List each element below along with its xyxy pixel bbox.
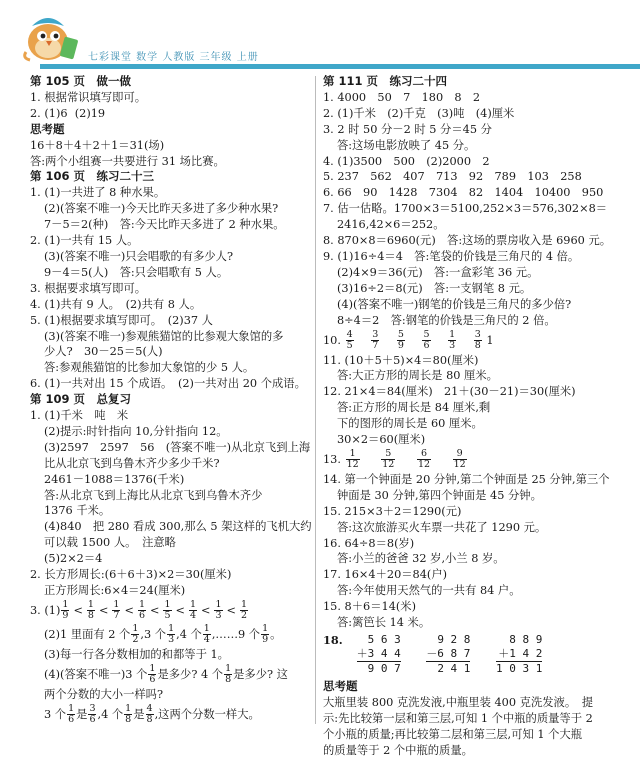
question-number: 13.: [323, 452, 341, 466]
fraction: [163, 600, 171, 621]
answer-line: 答:这场电影放映了 45 分。: [337, 138, 476, 152]
left-column: [30, 74, 312, 727]
answer-line: 30×2＝60(厘米): [337, 433, 426, 447]
numerator: 1: [241, 599, 248, 611]
fraction: [203, 624, 211, 645]
answer-line: 钟面是 30 分钟,第四个钟面是 45 分钟。: [337, 488, 542, 502]
vertical-calc: [357, 633, 401, 676]
page-header: [0, 0, 640, 72]
denominator: 5: [346, 340, 353, 351]
column-divider: [315, 76, 316, 724]
calc-operand: ＋3 4 4: [356, 647, 401, 660]
answer-line: 8÷4＝2 答:钢笔的价钱是三角尺的 2 倍。: [337, 313, 556, 327]
denominator: 8: [146, 714, 153, 726]
answer-line: 下的图形的周长是 60 厘米。: [337, 417, 483, 431]
fraction: [417, 449, 431, 470]
question-number: 10.: [323, 333, 341, 347]
vertical-calc: [496, 633, 542, 676]
denominator: 3: [449, 340, 456, 351]
denominator: 4: [203, 634, 210, 646]
fraction: [448, 330, 456, 351]
answer-line: 个小瓶的质量;再比较第二层和第三层,可知 1 个大瓶: [323, 727, 583, 741]
fraction: [61, 600, 69, 621]
fraction-line: [323, 448, 619, 472]
section-title: 第 105 页 做一做: [30, 74, 132, 88]
denominator: 3: [168, 634, 175, 646]
denominator: 8: [225, 674, 232, 686]
answer-line: 8. 870×8＝6960(元) 答:这场的票房收入是 6960 元。: [323, 234, 612, 248]
answer-text: ,4 个: [176, 627, 202, 641]
answer-line: 5. 237 562 407 713 92 789 103 258: [323, 170, 582, 184]
answer-text: ,这两个分数一样大。: [154, 707, 260, 721]
answer-line: 17. 16×4＋20＝84(户): [323, 568, 448, 582]
answer-line: 答:今年使用天然气的一共有 84 户。: [337, 584, 521, 598]
answer-line: 7. 估一估略。1700×3＝5100,252×3＝576,302×8＝: [323, 202, 608, 216]
denominator: 12: [417, 459, 431, 471]
answer-line: 15. 8＋6＝14(米): [323, 600, 417, 614]
answer-line: (3)16÷2＝8(元) 答:一支钢笔 8 元。: [337, 281, 532, 295]
denominator: 9: [262, 634, 269, 646]
numerator: 1: [346, 449, 360, 460]
numerator: 1: [203, 623, 210, 635]
fraction: [261, 624, 269, 645]
answer-line: 4. (1)共有 9 人。 (2)共有 8 人。: [30, 297, 202, 311]
denominator: 3: [215, 610, 222, 622]
less-than-sign: <: [175, 603, 185, 617]
spacer: [440, 453, 444, 466]
answer-text: (4)(答案不唯一)3 个: [44, 667, 148, 681]
answer-text: 3 个: [44, 707, 67, 721]
spacer: [404, 453, 408, 466]
calc-operand: 9 2 8: [437, 633, 471, 646]
numerator: 1: [262, 623, 269, 635]
answer-line: 1. 4000 50 7 180 8 2: [323, 90, 481, 104]
answer-line: 2416,42×6＝252。: [337, 218, 445, 232]
fraction-order: [60, 599, 249, 622]
numerator: 1: [225, 663, 232, 675]
numerator: 4: [146, 703, 153, 715]
numerator: 6: [417, 449, 431, 460]
answer-line: 2. (1)一共有 15 人。: [30, 234, 139, 248]
fraction: [138, 600, 146, 621]
answer-text: (2)1 里面有 2 个: [44, 627, 131, 641]
denominator: 9: [62, 610, 69, 622]
numerator: 1: [149, 663, 156, 675]
fraction: [87, 600, 95, 621]
answer-line: 7－5＝2(种) 答:今天比昨天多进了 2 种水果。: [44, 218, 285, 232]
answer-line: 15. 215×3＋2＝1290(元): [323, 504, 462, 518]
answer-line: 12. 21×4＝84(厘米) 21＋(30－21)＝30(厘米): [323, 385, 576, 399]
answer-line: (2)(答案不唯一)今天比昨天多进了多少种水果?: [44, 202, 279, 216]
cartoon-bird-logo-icon: [18, 8, 82, 66]
fraction: [112, 600, 120, 621]
fraction: [146, 704, 154, 725]
answer-line: 少人? 30－25＝5(人): [44, 345, 163, 359]
fraction: [88, 704, 96, 725]
fraction: [67, 704, 75, 725]
denominator: 6: [423, 340, 430, 351]
calc-result: 1 0 3 1: [496, 662, 543, 675]
numerator: 1: [164, 599, 171, 611]
answer-line: 大瓶里装 800 克洗发液,中瓶里装 400 克洗发液。 提: [323, 695, 594, 709]
numerator: 1: [189, 599, 197, 611]
spacer: [386, 334, 390, 347]
vertical-calc: [426, 633, 470, 676]
fraction: [346, 330, 354, 351]
question-number: 3.: [30, 603, 41, 617]
numerator: 9: [453, 449, 467, 460]
less-than-sign: <: [98, 603, 109, 617]
denominator: 2: [132, 634, 139, 646]
spacer: [369, 453, 373, 466]
numerator: 1: [138, 599, 145, 611]
answer-line: 2. (1)千米 (2)千克 (3)吨 (4)厘米: [323, 106, 515, 120]
fraction-list: [345, 329, 483, 351]
answer-line: 4. (1)3500 500 (2)2000 2: [323, 154, 490, 168]
answer-line: 答:从北京飞到上海比从北京飞到乌鲁木齐少: [44, 488, 263, 502]
less-than-sign: <: [124, 603, 134, 617]
section-title: 第 106 页 练习二十三: [30, 169, 155, 184]
numerator: 1: [132, 623, 139, 635]
section-title: 思考题: [30, 121, 65, 136]
answer-line: 比从北京飞到乌鲁木齐少多少千米?: [44, 456, 220, 470]
section-title: 思考题: [323, 679, 358, 693]
numerator: 1: [87, 599, 94, 611]
numerator: 1: [62, 599, 69, 611]
answer-line: 1376 千米。: [44, 504, 111, 518]
answer-text: 是多少? 4 个: [157, 667, 224, 681]
denominator: 5: [164, 610, 171, 622]
answer-text: ,4 个: [97, 707, 124, 721]
answer-line: (4)(答案不唯一)钢笔的价钱是三角尺的多少倍?: [337, 297, 572, 311]
fraction: [381, 449, 395, 470]
answer-line: 2461－1088＝1376(千米): [44, 472, 185, 486]
fraction: [214, 600, 222, 621]
calc-operand: 8 8 9: [509, 633, 543, 646]
less-than-sign: <: [73, 603, 83, 617]
answer-line: 答:篱笆长 14 米。: [337, 616, 431, 630]
answer-line: (3)2597 2597 56 (答案不唯一)从北京飞到上海: [44, 440, 311, 454]
answer-text: 是: [133, 707, 145, 721]
answer-line: (3)每一行各分数相加的和都等于 1。: [44, 647, 229, 661]
calc-operand: ＋1 4 2: [498, 647, 543, 660]
denominator: 9: [397, 340, 404, 351]
denominator: 7: [113, 610, 120, 622]
numerator: 5: [381, 449, 395, 460]
answer-line: (2)4×9＝36(元) 答:一盒彩笔 36 元。: [337, 265, 539, 279]
denominator: 6: [138, 610, 145, 622]
spacer: [412, 334, 416, 347]
fraction: [124, 704, 132, 725]
denominator: 6: [149, 674, 156, 686]
answer-line: 可以载 1500 人。 注意略: [44, 536, 176, 550]
answer-line: 14. 第一个钟面是 20 分钟,第二个钟面是 25 分钟,第三个: [323, 472, 610, 486]
numerator: 3: [372, 329, 379, 340]
right-column: [323, 74, 619, 759]
denominator: 6: [89, 714, 96, 726]
answer-line: 答:正方形的周长是 84 厘米,剩: [337, 401, 491, 415]
fraction: [474, 330, 482, 351]
answer-line: 的质量等于 2 个中瓶的质量。: [323, 743, 473, 757]
section-title: 第 109 页 总复习: [30, 392, 132, 407]
fraction-line: [323, 329, 619, 353]
denominator: 8: [474, 340, 481, 351]
less-than-sign: <: [149, 603, 160, 617]
answer-text: 是: [76, 707, 88, 721]
answer-line: 9－4＝5(人) 答:只会唱歌有 5 人。: [44, 265, 229, 279]
answer-line: 1. 根据常识填写即可。: [30, 90, 147, 104]
fraction: [346, 449, 360, 470]
answer-line: 3. 根据要求填写即可。: [30, 281, 147, 295]
fraction: [453, 449, 467, 470]
answer-line: 3. 2 时 50 分－2 时 5 分＝45 分: [323, 122, 492, 136]
numerator: 5: [423, 329, 430, 340]
numerator: 3: [89, 703, 96, 715]
less-than-sign: <: [226, 603, 236, 617]
fraction: [397, 330, 405, 351]
fraction-line: [30, 663, 308, 687]
denominator: 4: [189, 610, 197, 622]
denominator: 12: [346, 459, 359, 471]
answer-line: 1. (1)千米 吨 米: [30, 409, 129, 423]
answer-line: 答:小兰的爸爸 32 岁,小兰 8 岁。: [337, 552, 505, 566]
answer-text: ,3 个: [140, 627, 167, 641]
fraction: [422, 330, 430, 351]
answer-line: 16＋8＋4＋2＋1＝31(场): [30, 138, 165, 152]
answer-line: (3)(答案不唯一)参观熊猫馆的比参观大象馆的多: [44, 329, 284, 343]
numerator: 1: [168, 623, 175, 635]
answer-line: 答:两个小组赛一共要进行 31 场比赛。: [30, 154, 225, 168]
answer-line: (5)2×2＝4: [44, 552, 103, 566]
answer-line: 答:参观熊猫馆的比参加大象馆的少 5 人。: [44, 361, 255, 375]
book-title: 七彩课堂 数学 人教版 三年级 上册: [88, 52, 259, 63]
fraction: [240, 600, 248, 621]
denominator: 12: [382, 459, 395, 471]
denominator: 12: [453, 459, 466, 471]
answer-line: 6. (1)一共对出 15 个成语。 (2)一共对出 20 个成语。: [30, 377, 306, 391]
answer-line: 答:这次旅游买火车票一共花了 1290 元。: [337, 520, 547, 534]
answer-line: 5. (1)根据要求填写即可。 (2)37 人: [30, 313, 213, 327]
answer-line: 11. (10＋5＋5)×4＝80(厘米): [323, 353, 479, 367]
calc-operand: 5 6 3: [367, 633, 401, 646]
question-number: 18.: [323, 633, 343, 647]
answer-line: 2. 长方形周长:(6＋6＋3)×2＝30(厘米): [30, 568, 232, 582]
answer-line: 16. 64÷8＝8(岁): [323, 536, 415, 550]
answer-line: 1. (1)一共进了 8 种水果。: [30, 186, 166, 200]
fraction: [148, 664, 156, 685]
numerator: 3: [474, 329, 481, 340]
fraction: [189, 600, 197, 621]
answer-line: 9. (1)16÷4＝4 答:笔袋的价钱是三角尺的 4 倍。: [323, 249, 580, 263]
calc-operand: －6 8 7: [426, 647, 471, 660]
denominator: 6: [68, 714, 75, 726]
header-bar: [40, 64, 640, 69]
fraction-list: [345, 448, 468, 471]
spacer: [438, 334, 442, 347]
denominator: 7: [372, 340, 379, 351]
numerator: 1: [68, 703, 75, 715]
answer-text: (1): [44, 603, 61, 617]
fraction: [131, 624, 139, 645]
fraction: [167, 624, 175, 645]
vertical-calculations: [323, 633, 619, 676]
answer-line: 示:先比较第一层和第三层,可知 1 个中瓶的质量等于 2: [323, 711, 593, 725]
fraction-line: [30, 703, 308, 727]
answer-line: 6. 66 90 1428 7304 82 1404 10400 950: [323, 186, 604, 200]
section-title: 第 111 页 练习二十四: [323, 74, 448, 88]
denominator: 8: [87, 610, 94, 622]
numerator: 1: [215, 599, 222, 611]
calc-result: 9 0 7: [357, 661, 401, 676]
answer-line: (2)提示:时针指向 10,分针指向 12。: [44, 424, 228, 438]
answer-line: (3)(答案不唯一)只会唱歌的有多少人?: [44, 249, 234, 263]
answer-text: ,……9 个: [211, 627, 261, 641]
denominator: 8: [125, 714, 132, 726]
answer-text: 。: [270, 627, 282, 641]
answer-line: 2. (1)6 (2)19: [30, 106, 106, 120]
fraction-line: [30, 623, 308, 647]
spacer: [361, 334, 365, 347]
numerator: 5: [397, 329, 404, 340]
fraction: [371, 330, 379, 351]
numerator: 4: [346, 329, 353, 340]
answer-line: 两个分数的大小一样吗?: [44, 687, 164, 701]
answer-line: 答:大正方形的周长是 80 厘米。: [337, 369, 498, 383]
numerator: 1: [125, 703, 132, 715]
answer-text: 1: [486, 333, 494, 347]
answer-text: 是多少? 这: [233, 667, 288, 681]
denominator: 2: [241, 610, 248, 622]
calc-result: 2 4 1: [426, 661, 470, 676]
answer-line: 正方形周长:6×4＝24(厘米): [44, 584, 186, 597]
numerator: 1: [113, 599, 120, 611]
answer-line: (4)840 把 280 看成 300,那么 5 架这样的飞机大约: [44, 520, 312, 534]
fraction: [224, 664, 232, 685]
spacer: [463, 334, 467, 347]
numerator: 1: [449, 329, 456, 340]
fraction-line: [30, 599, 308, 623]
less-than-sign: <: [201, 603, 211, 617]
